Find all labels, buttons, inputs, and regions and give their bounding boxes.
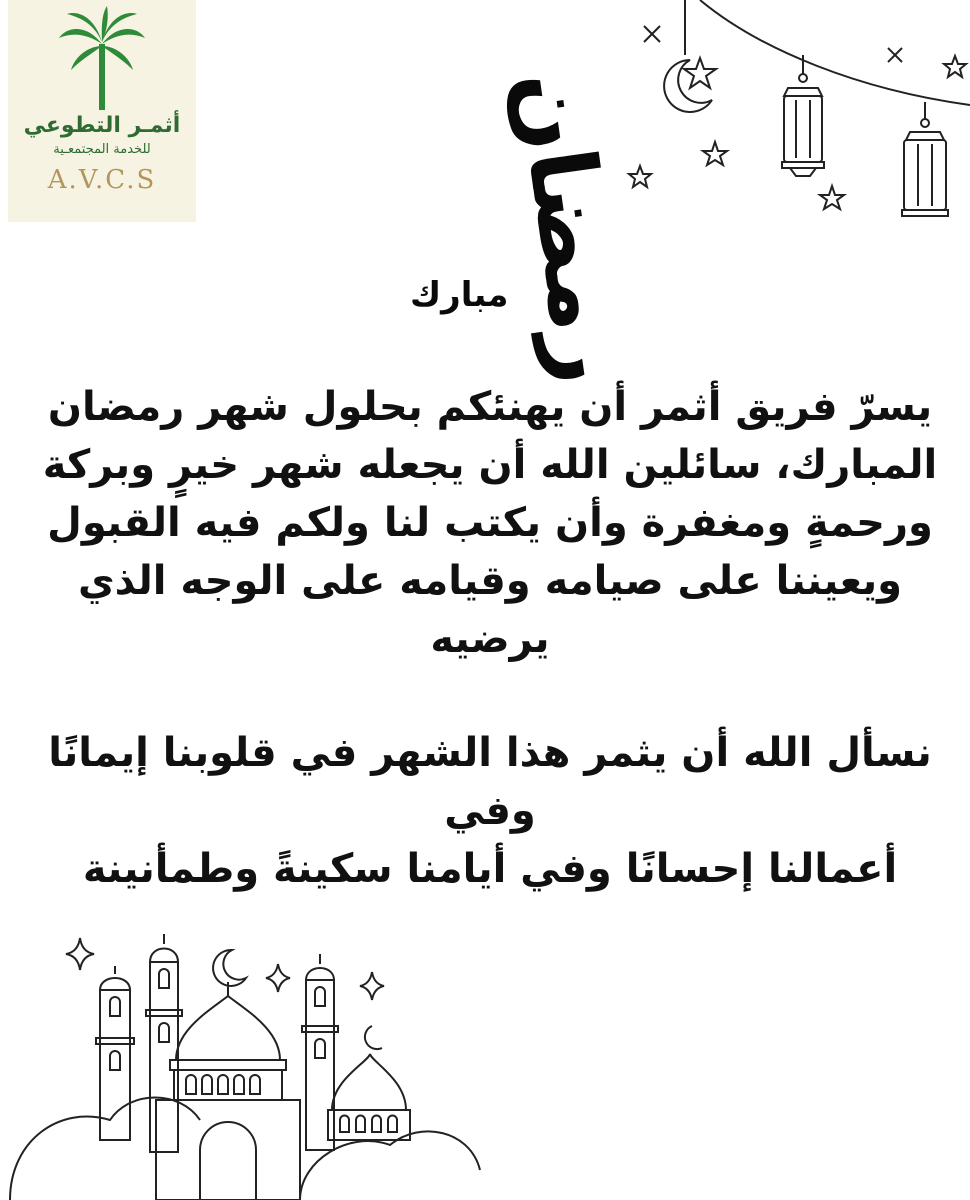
- message-line: نسأل الله أن يثمر هذا الشهر في قلوبنا إيمانًا وفي: [48, 730, 932, 834]
- lantern-icon: [902, 102, 948, 216]
- title-sub: مبارك: [410, 275, 509, 315]
- string-line: [700, 0, 970, 105]
- greeting-message: [40, 378, 940, 898]
- palm-tree-icon: [57, 4, 147, 112]
- cloud: [10, 1098, 200, 1200]
- logo-name: أثمـر التطوعي: [23, 113, 181, 138]
- logo-subtitle: للخدمة المجتمعـية: [53, 142, 151, 158]
- ramadan-title: [400, 10, 646, 390]
- message-line: يسرّ فريق أثمر أن يهنئكم بحلول شهر رمضان: [47, 384, 933, 430]
- title-main: رمضان: [495, 64, 646, 390]
- paragraph-gap: [40, 668, 940, 724]
- star-icon: [684, 58, 716, 88]
- mosque-icon: [0, 930, 500, 1200]
- crescent-icon: [664, 60, 712, 112]
- small-dome: [328, 1054, 410, 1140]
- cloud: [300, 1131, 480, 1200]
- message-line: المبارك، سائلين الله أن يجعله شهر خيرٍ وبركة: [42, 442, 938, 488]
- logo-abbreviation: A.V.C.S: [47, 165, 157, 196]
- crescent-icon: [213, 950, 382, 1049]
- minaret: [302, 954, 338, 1150]
- message-line: أعمالنا إحسانًا وفي أيامنا سكينةً وطمأنينة: [82, 846, 898, 892]
- logo: [8, 0, 196, 222]
- message-line: ويعيننا على صيامه وقيامه على الوجه الذي يرضيه: [77, 558, 903, 662]
- message-line: ورحمةٍ ومغفرة وأن يكتب لنا ولكم فيه القبول: [47, 500, 933, 546]
- sparkle-icon: [644, 26, 902, 62]
- lantern-decoration: [600, 0, 970, 240]
- lantern-icon: [782, 55, 824, 176]
- minaret: [146, 934, 182, 1152]
